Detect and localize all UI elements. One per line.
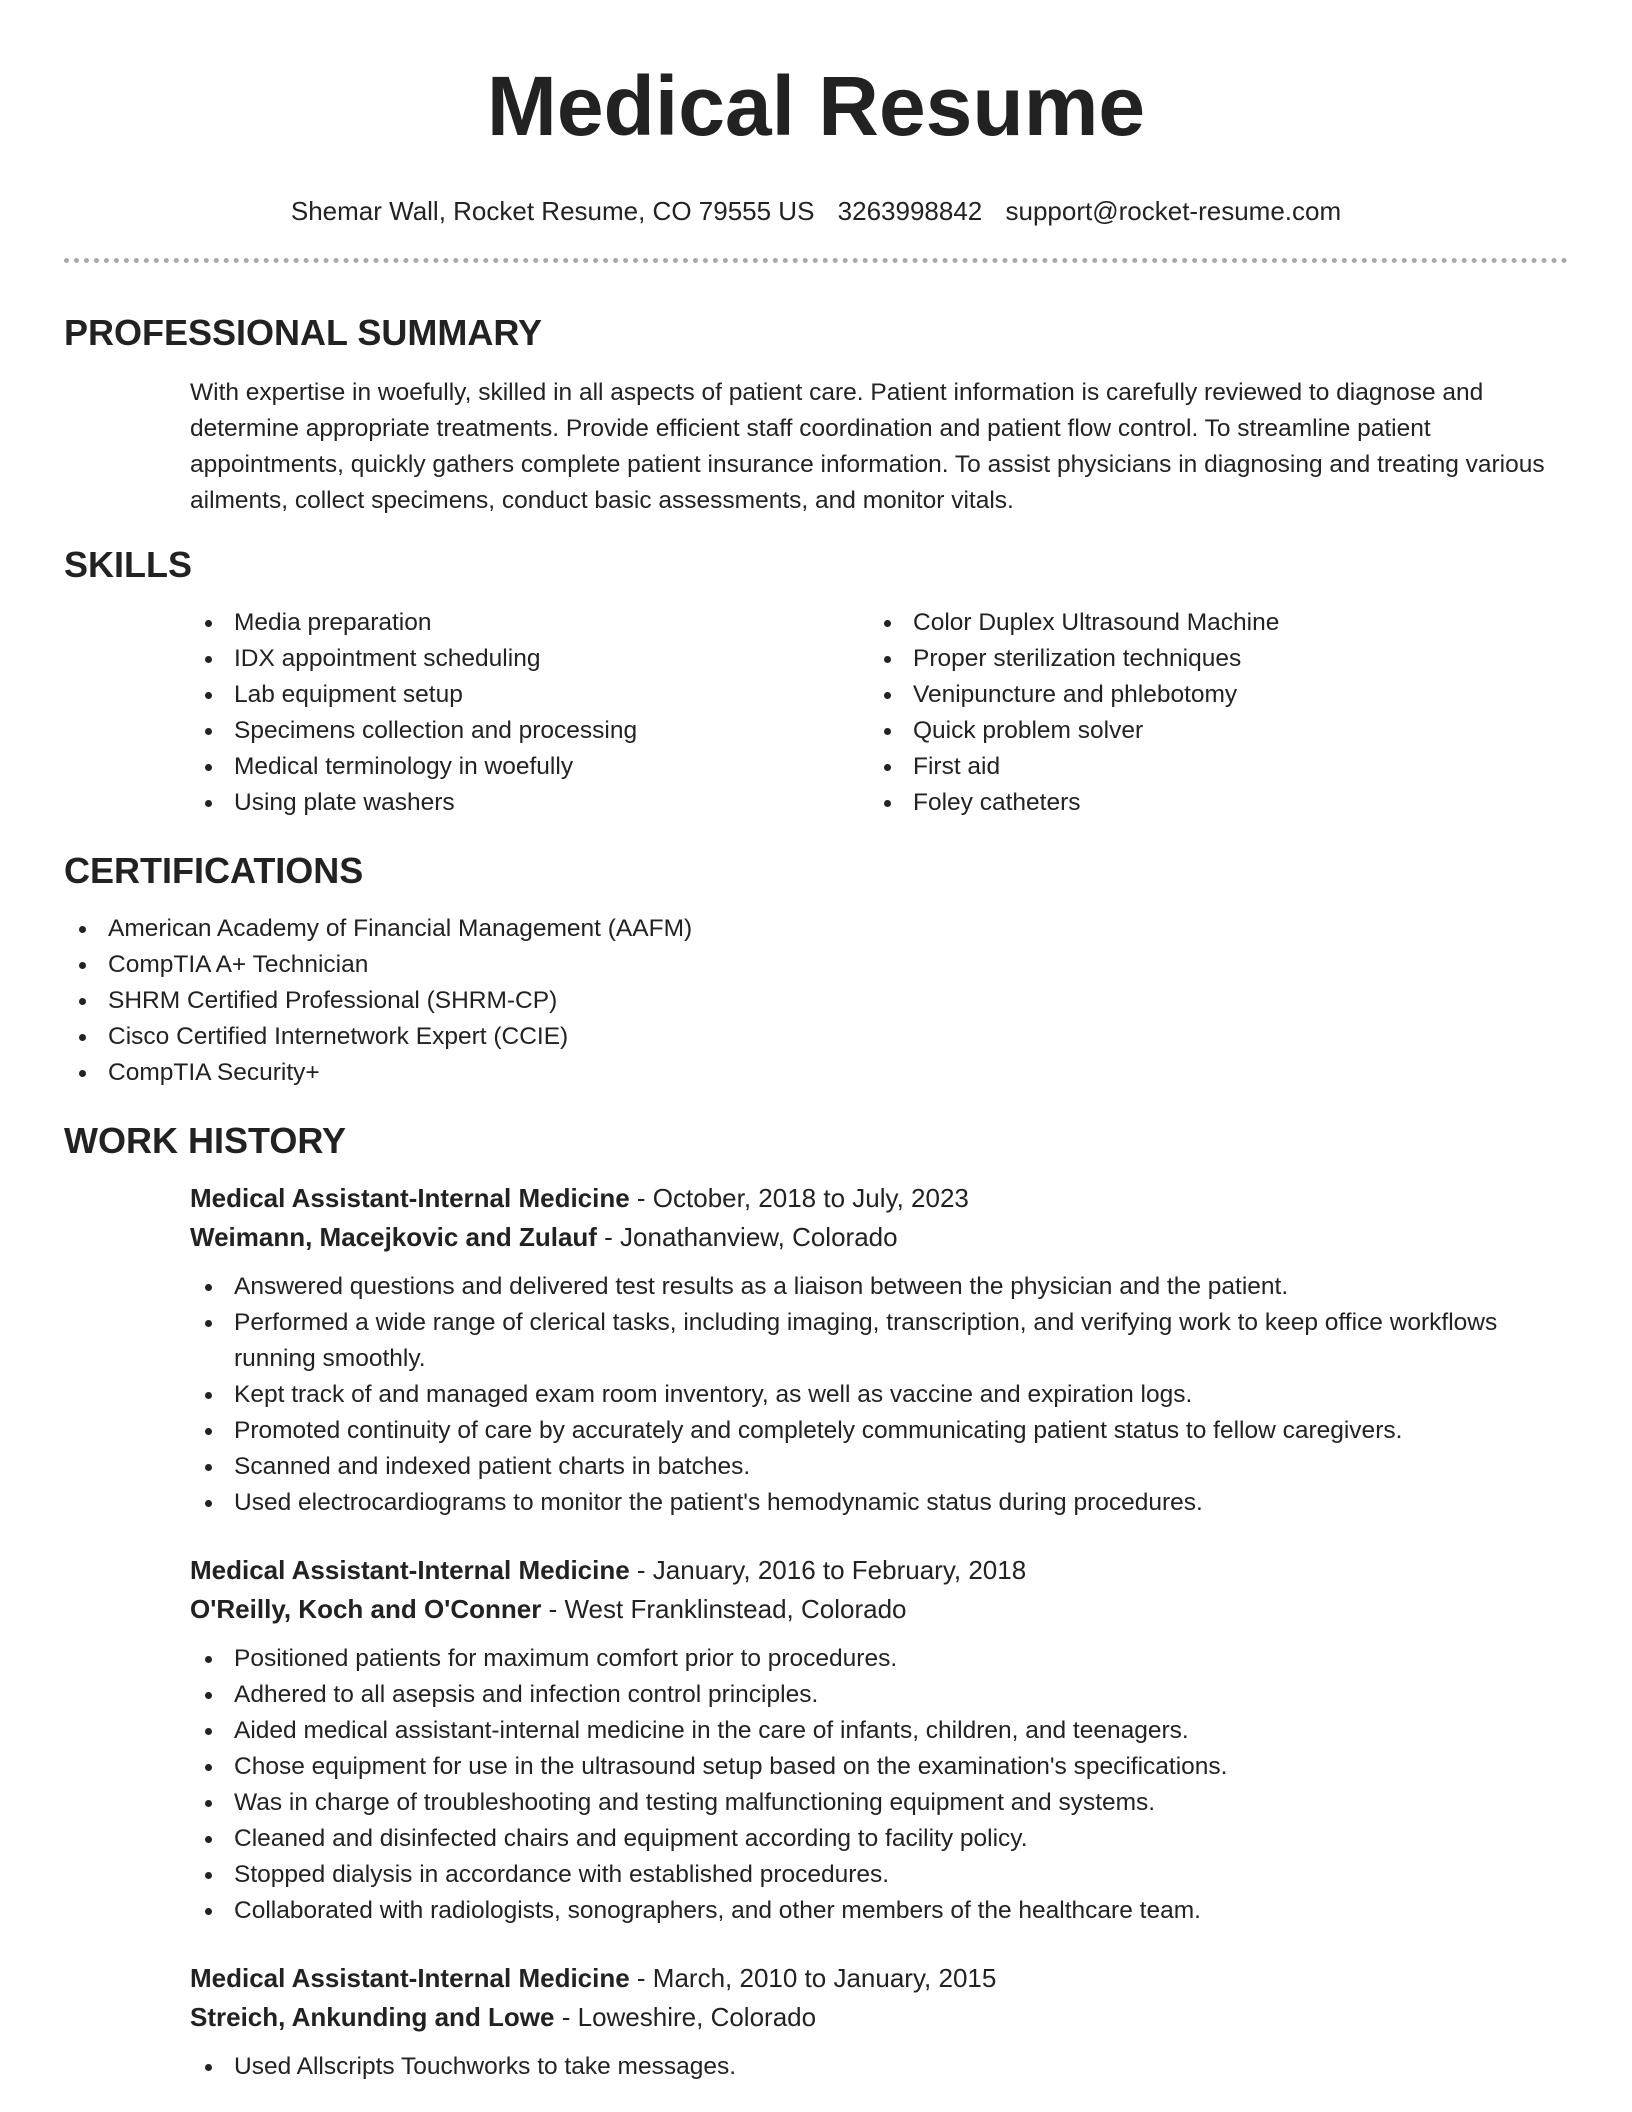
work-history-heading: WORK HISTORY [64, 1120, 347, 1161]
skill-item: Quick problem solver [869, 713, 1548, 749]
job-duty: Was in charge of troubleshooting and testing malfunctioning equipment and systems. [190, 1785, 1568, 1821]
skills-list-right [869, 605, 1548, 821]
job-location: - West Franklinstead, Colorado [541, 1594, 907, 1624]
skills-grid [190, 605, 1568, 821]
skill-item: Using plate washers [190, 785, 869, 821]
certifications-list [64, 911, 1568, 1091]
certification-item: CompTIA A+ Technician [64, 947, 1568, 983]
skill-item: Specimens collection and processing [190, 713, 869, 749]
job-role: Medical Assistant-Internal Medicine [190, 1555, 630, 1585]
skill-item: Venipuncture and phlebotomy [869, 677, 1548, 713]
skill-item: Medical terminology in woefully [190, 749, 869, 785]
certification-item: CompTIA Security+ [64, 1055, 1568, 1091]
skill-item: Color Duplex Ultrasound Machine [869, 605, 1548, 641]
job-company: Weimann, Macejkovic and Zulauf [190, 1222, 597, 1252]
job-duty: Chose equipment for use in the ultrasound setup based on the examination's specifications. [190, 1749, 1568, 1785]
job-entry [190, 1179, 1568, 1521]
contact-email[interactable]: support@rocket-resume.com [1005, 196, 1342, 226]
summary-text: With expertise in woefully, skilled in all aspects of patient care. Patient information is carefully reviewed to diagnose and determine appropriate treatments. Provide efficient staff coordination and patient flow control. To streamline patient appointments, quickly gathers complete patient insurance information. To assist physicians in diagnosing and treating various ailments, collect specimens, conduct basic assessments, and monitor vitals. [190, 379, 1545, 514]
job-duties [190, 2049, 1568, 2085]
job-duty: Stopped dialysis in accordance with established procedures. [190, 1857, 1568, 1893]
skills-heading: SKILLS [64, 544, 193, 585]
job-role: Medical Assistant-Internal Medicine [190, 1963, 630, 1993]
skill-item: Media preparation [190, 605, 869, 641]
work-history-section [64, 1119, 1568, 2085]
certification-item: SHRM Certified Professional (SHRM-CP) [64, 983, 1568, 1019]
job-duty: Adhered to all asepsis and infection control principles. [190, 1677, 1568, 1713]
job-title-line [190, 1551, 1568, 1589]
job-duty: Used electrocardiograms to monitor the patient's hemodynamic status during procedures. [190, 1485, 1568, 1521]
job-company-line [190, 1997, 1568, 2037]
header-divider [64, 258, 1568, 263]
job-title-line [190, 1959, 1568, 1997]
job-duty: Used Allscripts Touchworks to take messages. [190, 2049, 1568, 2085]
certifications-heading: CERTIFICATIONS [64, 850, 364, 891]
job-duty: Answered questions and delivered test results as a liaison between the physician and the patient. [190, 1269, 1568, 1305]
certifications-section [64, 849, 1568, 1091]
job-duties [190, 1641, 1568, 1929]
skill-item: Lab equipment setup [190, 677, 869, 713]
skill-item: First aid [869, 749, 1548, 785]
certification-item: American Academy of Financial Management (AAFM) [64, 911, 1568, 947]
job-dates: - October, 2018 to July, 2023 [629, 1183, 969, 1213]
summary-section [64, 311, 1568, 519]
job-duty: Scanned and indexed patient charts in batches. [190, 1449, 1568, 1485]
job-duty: Kept track of and managed exam room inventory, as well as vaccine and expiration logs. [190, 1377, 1568, 1413]
job-entry [190, 1551, 1568, 1929]
job-company: O'Reilly, Koch and O'Conner [190, 1594, 542, 1624]
job-company-line [190, 1589, 1568, 1629]
job-duty: Promoted continuity of care by accurately and completely communicating patient status to fellow caregivers. [190, 1413, 1568, 1449]
contact-address: Shemar Wall, Rocket Resume, CO 79555 US [290, 196, 815, 226]
job-company: Streich, Ankunding and Lowe [190, 2002, 555, 2032]
skills-list-left [190, 605, 869, 821]
job-location: - Jonathanview, Colorado [596, 1222, 898, 1252]
job-dates: - March, 2010 to January, 2015 [629, 1963, 997, 1993]
job-duties [190, 1269, 1568, 1521]
job-entry [190, 1959, 1568, 2085]
job-duty: Collaborated with radiologists, sonographers, and other members of the healthcare team. [190, 1893, 1568, 1929]
job-duty: Cleaned and disinfected chairs and equipment according to facility policy. [190, 1821, 1568, 1857]
job-duty: Positioned patients for maximum comfort prior to procedures. [190, 1641, 1568, 1677]
summary-heading: PROFESSIONAL SUMMARY [64, 312, 543, 353]
job-company-line [190, 1217, 1568, 1257]
skills-section [64, 543, 1568, 821]
skill-item: Proper sterilization techniques [869, 641, 1548, 677]
job-role: Medical Assistant-Internal Medicine [190, 1183, 630, 1213]
skill-item: Foley catheters [869, 785, 1548, 821]
job-title-line [190, 1179, 1568, 1217]
contact-phone[interactable]: 3263998842 [837, 196, 983, 226]
job-duty: Performed a wide range of clerical tasks, including imaging, transcription, and verifying work to keep office workflows running smoothly. [190, 1305, 1568, 1377]
resume-title: Medical Resume [486, 59, 1146, 153]
job-location: - Loweshire, Colorado [554, 2002, 817, 2032]
skill-item: IDX appointment scheduling [190, 641, 869, 677]
job-dates: - January, 2016 to February, 2018 [629, 1555, 1027, 1585]
contact-line [64, 194, 1568, 228]
certification-item: Cisco Certified Internetwork Expert (CCIE) [64, 1019, 1568, 1055]
job-duty: Aided medical assistant-internal medicine in the care of infants, children, and teenagers. [190, 1713, 1568, 1749]
